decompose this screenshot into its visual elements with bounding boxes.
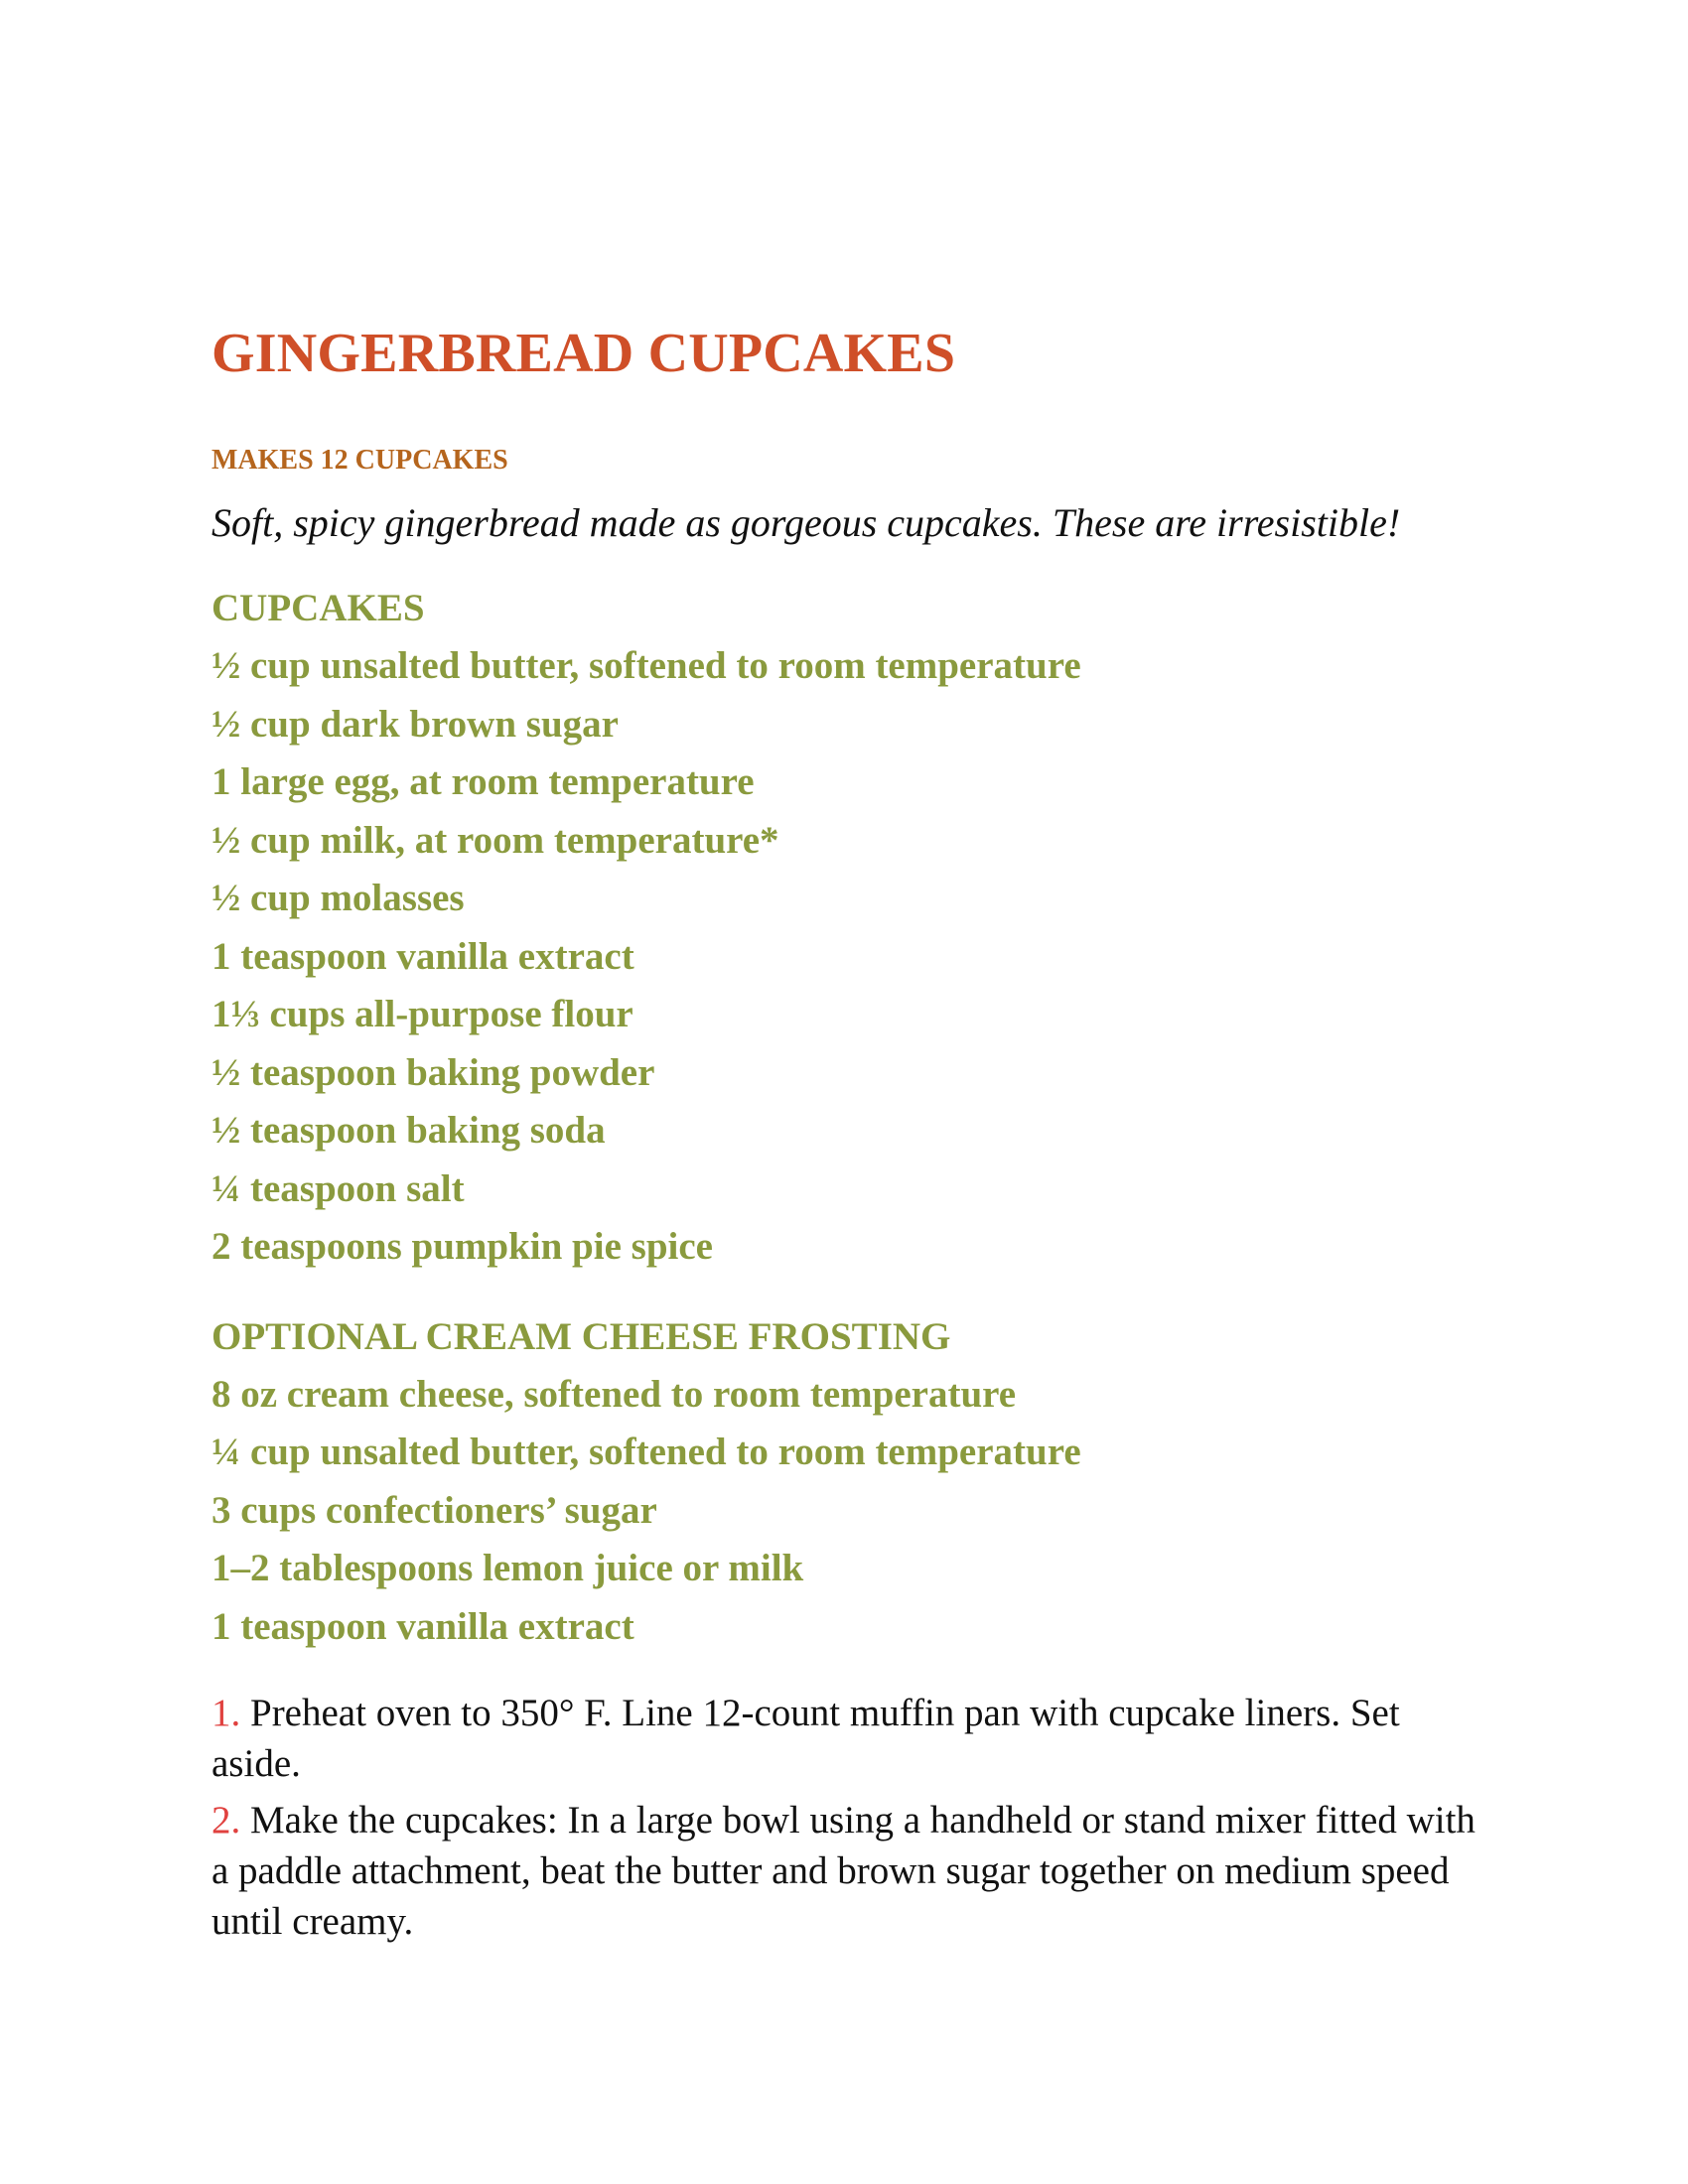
recipe-intro: Soft, spicy gingerbread made as gorgeous cupcakes. These are irresistible! bbox=[211, 500, 1401, 545]
step-text: Preheat oven to 350° F. Line 12-count muffin pan with cupcake liners. Set aside. bbox=[211, 1692, 1400, 1785]
ingredient-item: 8 oz cream cheese, softened to room temperature bbox=[211, 1372, 1017, 1416]
ingredient-item: ¼ teaspoon salt bbox=[211, 1166, 465, 1210]
ingredient-item: 3 cups confectioners’ sugar bbox=[211, 1488, 657, 1532]
ingredient-item: ½ teaspoon baking soda bbox=[211, 1109, 606, 1152]
ingredient-item: 1 teaspoon vanilla extract bbox=[211, 1604, 634, 1648]
recipe-title: GINGERBREAD CUPCAKES bbox=[211, 323, 956, 384]
section-heading-cupcakes: CUPCAKES bbox=[211, 587, 425, 629]
instruction-step bbox=[211, 1795, 1492, 1947]
ingredient-item: ½ cup milk, at room temperature* bbox=[211, 818, 779, 862]
ingredient-list-cupcakes bbox=[211, 637, 1492, 1277]
ingredient-item: ½ cup molasses bbox=[211, 877, 465, 919]
ingredient-list-frosting bbox=[211, 1366, 1492, 1657]
recipe-page bbox=[211, 316, 1492, 1953]
ingredient-item: ½ cup dark brown sugar bbox=[211, 702, 619, 746]
ingredient-item: 2 teaspoons pumpkin pie spice bbox=[211, 1225, 713, 1268]
instruction-step bbox=[211, 1688, 1492, 1789]
instruction-steps bbox=[211, 1688, 1492, 1947]
ingredient-item: 1⅓ cups all-purpose flour bbox=[211, 993, 633, 1035]
section-heading-frosting: OPTIONAL CREAM CHEESE FROSTING bbox=[211, 1314, 951, 1358]
step-text: Make the cupcakes: In a large bowl using a handheld or stand mixer fitted with a paddle attachment, beat the butter and brown sugar together on medium speed until creamy. bbox=[211, 1799, 1476, 1943]
recipe-yield: MAKES 12 CUPCAKES bbox=[211, 445, 508, 476]
ingredient-item: ½ teaspoon baking powder bbox=[211, 1050, 655, 1094]
ingredient-item: 1–2 tablespoons lemon juice or milk bbox=[211, 1547, 804, 1589]
step-number: 2. bbox=[211, 1799, 241, 1842]
ingredient-item: ¼ cup unsalted butter, softened to room temperature bbox=[211, 1431, 1081, 1473]
ingredient-item: 1 teaspoon vanilla extract bbox=[211, 934, 634, 978]
ingredient-item: ½ cup unsalted butter, softened to room temperature bbox=[211, 644, 1081, 687]
step-number: 1. bbox=[211, 1692, 241, 1734]
ingredient-item: 1 large egg, at room temperature bbox=[211, 760, 755, 803]
